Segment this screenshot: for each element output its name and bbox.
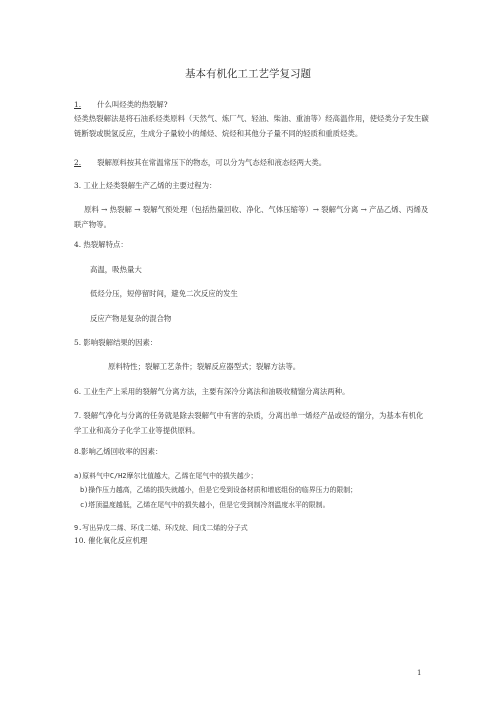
q2-number: 2.: [74, 158, 82, 167]
document-title: 基本有机化工工艺学复习题: [185, 68, 311, 80]
q2-text: 裂解原料按其在常温常压下的物态，可以分为气态烃和液态烃两大类。: [97, 158, 327, 167]
q8-item-c: c)塔顶温度越低，乙烯在尾气中的损失越小，但是它受到制冷剂温度水平的限制。: [80, 501, 330, 509]
q4-item-2: 低烃分压，短停留时间，避免二次反应的发生: [90, 289, 238, 298]
q5-answer: 原料特性；裂解工艺条件；裂解反应器型式；裂解方法等。: [108, 362, 301, 371]
q8-item-b: b)操作压力越高，乙烯的损失就越小，但是它受到设备材质和增底组份的临界压力的限制；: [80, 486, 358, 494]
q4-item-1: 高温，吸热量大: [90, 265, 142, 274]
q1-question: 什么叫烃类的热裂解?: [97, 100, 168, 109]
q2-line: [74, 155, 430, 170]
q8-question: 8.影响乙烯回收率的因素：: [74, 447, 163, 456]
q3-question: 3. 工业上烃类裂解生产乙烯的主要过程为：: [74, 181, 217, 190]
q7-text: 7. 裂解气净化与分离的任务就是除去裂解气中有害的杂质，分离出单一烯烃产品或烃的馏分，为基本有机化学工业和高分子化学工业等提供原料。: [74, 411, 424, 435]
q1-line: [74, 97, 430, 112]
page-number: 1: [417, 669, 422, 677]
q6-text: 6. 工业生产上采用的裂解气分离方法，主要有深冷分离法和油吸收精馏分离法两种。: [74, 387, 350, 396]
q4-item-3: 反应产物是复杂的混合物: [90, 314, 172, 323]
q1-answer: 烃类热裂解法是将石油系烃类原料（天然气、炼厂气、轻油、柴油、重油等）经高温作用，使烃类分子发生碳链断裂或脱氢反应，生成分子量较小的烯烃、烷烃和其他分子量不同的轻质和重质烃类。: [74, 114, 429, 138]
q3-answer-text: 原料 → 热裂解 → 裂解气预处理（包括热量回收、净化、气体压缩等）→ 裂解气分离 → 产品乙烯、丙烯及联产物等。: [74, 205, 429, 229]
q10-text: 10. 催化氧化反应机理: [74, 536, 148, 545]
q1-number: 1.: [74, 100, 82, 109]
q8-item-a: a)原料气中C/H2摩尔比值越大，乙烯在尾气中的损失越少；: [74, 472, 258, 480]
q4-question: 4. 热裂解特点：: [74, 240, 128, 249]
q9-text: 9.写出异戊二烯、环戊二烯、环戊烷、间戊二烯的分子式: [74, 524, 248, 532]
q3-answer: [74, 202, 430, 232]
q5-question: 5. 影响裂解结果的因素：: [74, 338, 158, 347]
